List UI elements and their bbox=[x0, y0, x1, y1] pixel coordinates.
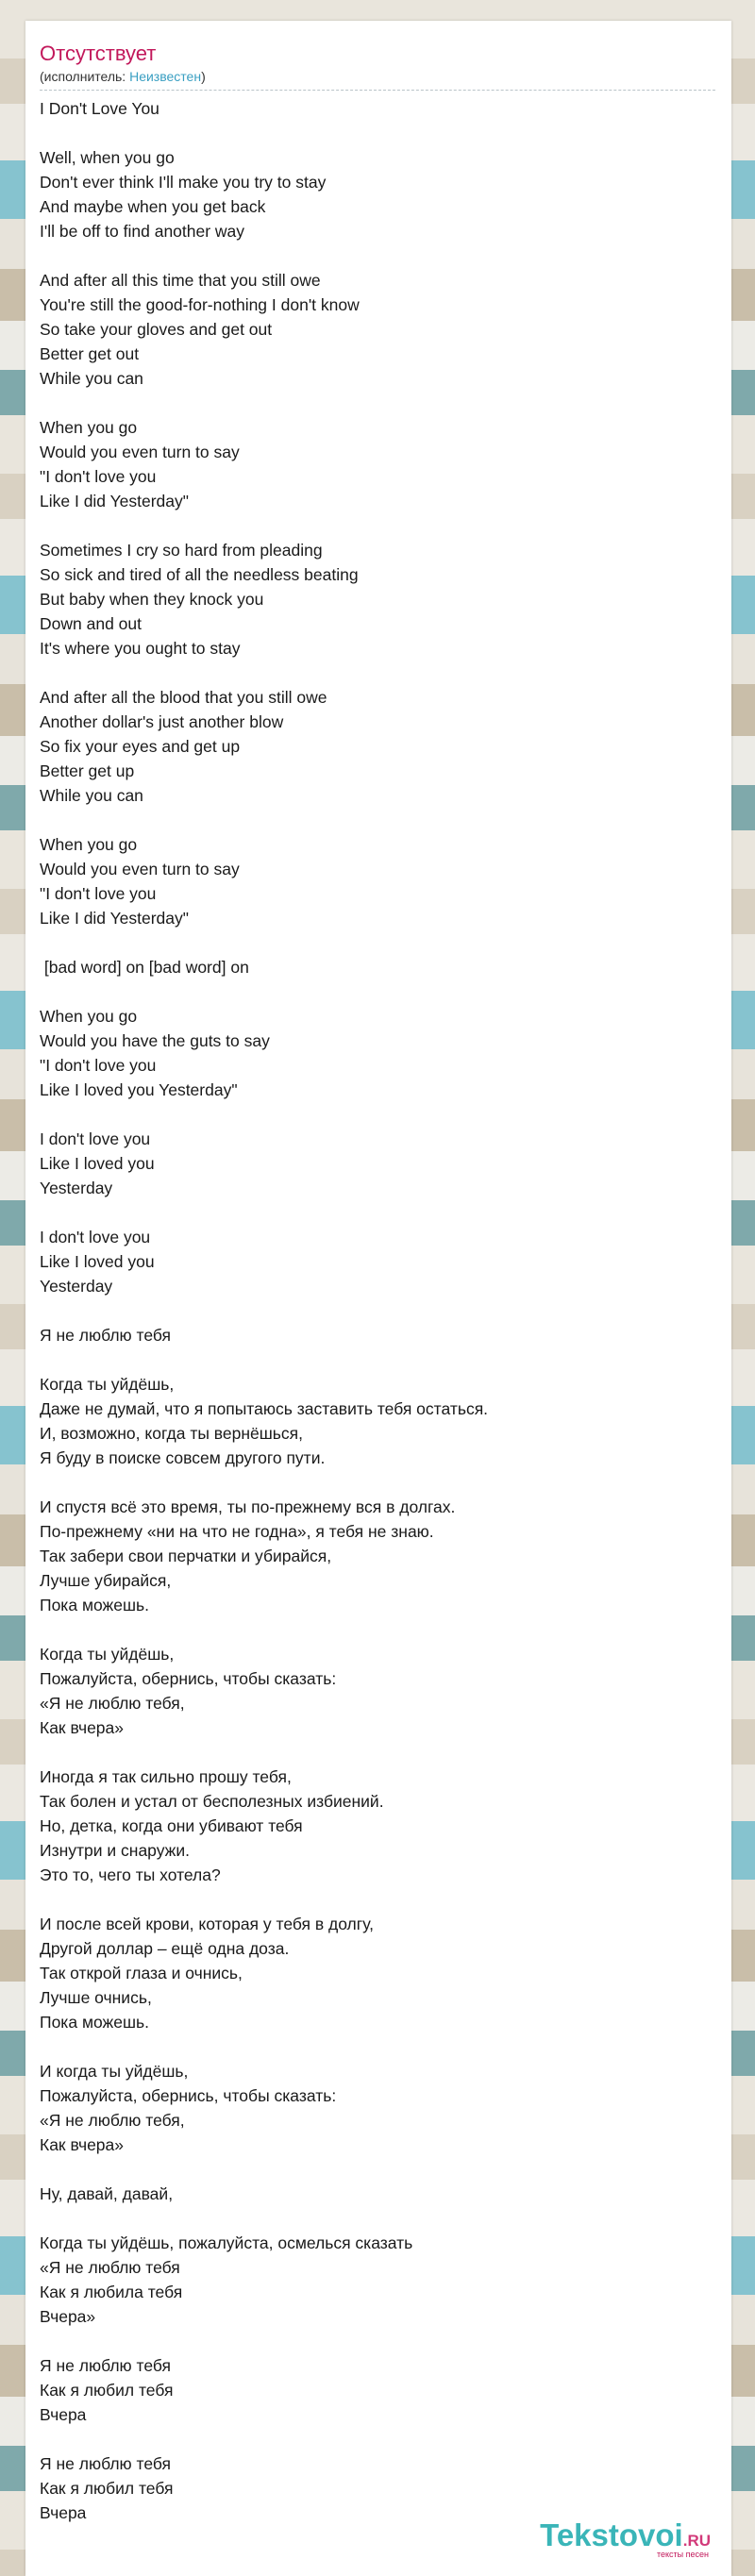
artist-suffix: ) bbox=[201, 69, 206, 84]
lyrics-text: I Don't Love You Well, when you go Don't ever think I'll make you try to stay And maybe when you get back I'll be off to find another way And after all this time that you still owe You're still the good-for-nothing I don't know So take your gloves and get out Better get out While you can When you go Would you even turn to say "I don't love you Like I did Yesterday" Sometimes I cry so hard from pleading So sick and tired of all the needless beating But baby when they knock you Down and out It's where you ought to stay And after all the blood that you still owe Another dollar's just another blow So fix your eyes and get up Better get up While you can When you go Would you even turn to say "I don't love you Like I did Yesterday" [bad word] on [bad word] on When you go Would you have the guts to say "I don't love you Like I loved you Yesterday" I don't love you Like I loved you Yesterday I don't love you Like I loved you Yesterday Я не люблю тебя Когда ты уйдёшь, Даже не думай, что я попытаюсь заставить тебя остаться. И, возможно, когда ты вернёшься, Я буду в поиске совсем другого пути. И спустя всё это время, ты по-прежнему вся в долгах. По-прежнему «ни на что не годна», я тебя не знаю. Так забери свои перчатки и убирайся, Лучше убирайся, Пока можешь. Когда ты уйдёшь, Пожалуйста, обернись, чтобы сказать: «Я не люблю тебя, Как вчера» Иногда я так сильно прошу тебя, Так болен и устал от бесполезных избиений. Но, детка, когда они убивают тебя Изнутри и снаружи. Это то, чего ты хотела? И после всей крови, которая у тебя в долгу, Другой доллар – ещё одна доза. Так открой глаза и очнись, Лучше очнись, Пока можешь. И когда ты уйдёшь, Пожалуйста, обернись, чтобы сказать: «Я не люблю тебя, Как вчера» Ну, давай, давай, Когда ты уйдёшь, пожалуйста, осмелься сказать «Я не люблю тебя Как я любила тебя Вчера» Я не люблю тебя Как я любил тебя Вчера Я не люблю тебя Как я любил тебя Вчера bbox=[40, 99, 489, 2522]
song-header bbox=[40, 42, 715, 91]
song-title: Отсутствует bbox=[40, 42, 157, 65]
site-logo[interactable] bbox=[540, 2519, 711, 2559]
logo-tld: .RU bbox=[682, 2532, 711, 2550]
artist-line bbox=[40, 68, 715, 85]
lyrics-card bbox=[25, 21, 731, 2576]
logo-tagline: тексты песен bbox=[656, 2550, 709, 2559]
artist-prefix: (исполнитель: bbox=[40, 69, 130, 84]
artist-link[interactable]: Неизвестен bbox=[129, 69, 202, 84]
logo-name: Tekstovoi bbox=[540, 2517, 683, 2552]
